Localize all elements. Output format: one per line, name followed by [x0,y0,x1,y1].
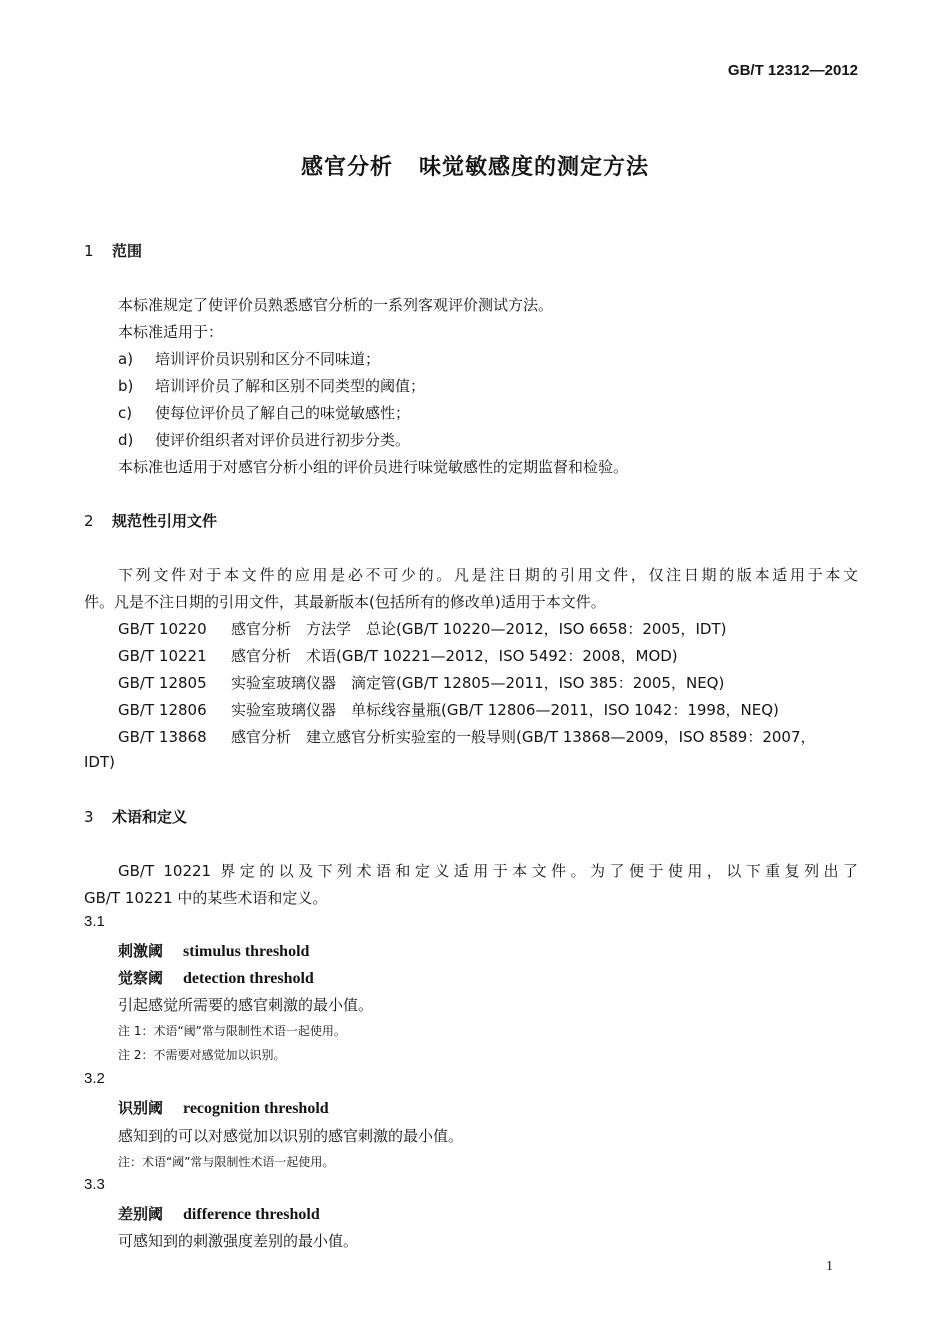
term-note: 注 1：术语“阈”常与限制性术语一起使用。 [118,1024,346,1038]
term-definition: 可感知到的刺激强度差别的最小值。 [118,1232,359,1250]
term-number: 3.3 [84,1176,105,1193]
section-3-heading: 3 术语和定义 [84,808,188,826]
title-part-1: 感官分析 [300,155,393,180]
reference-item: GB/T 13868 感官分析 建立感官分析实验室的一般导则(GB/T 13868—2009，ISO 8589：2007， [118,728,816,746]
term-definition: 引起感觉所需要的感官刺激的最小值。 [118,996,374,1014]
section-3-intro-line-2: GB/T 10221 中的某些术语和定义。 [84,889,328,907]
list-item-b: b) 培训评价员了解和区别不同类型的阈值； [118,377,426,395]
title-part-2: 味觉敏感度的测定方法 [419,155,650,180]
page-number: 1 [826,1259,833,1274]
reference-item: GB/T 12806 实验室玻璃仪器 单标线容量瓶(GB/T 12806—2011，ISO 1042：1998，NEQ) [118,701,779,719]
term-heading: 差别阈 difference threshold [118,1205,320,1223]
term-number: 3.1 [84,913,105,930]
document-title [0,150,950,181]
list-item-c: c) 使每位评价员了解自己的味觉敏感性； [118,404,411,422]
reference-item: GB/T 12805 实验室玻璃仪器 滴定管(GB/T 12805—2011，ISO 385：2005，NEQ) [118,674,725,692]
term-definition: 感知到的可以对感觉加以识别的感官刺激的最小值。 [118,1127,464,1145]
section-3-intro-line-1: GB/T 10221 界定的以及下列术语和定义适用于本文件。为了便于使用，以下重复列出了 [118,862,858,880]
term-heading: 识别阈 recognition threshold [118,1099,329,1117]
term-note: 注：术语“阈”常与限制性术语一起使用。 [118,1155,335,1169]
reference-item: GB/T 10221 感官分析 术语(GB/T 10221—2012，ISO 5492：2008，MOD) [118,647,678,665]
section-2-heading: 2 规范性引用文件 [84,512,218,530]
term-number: 3.2 [84,1070,105,1087]
section-1-intro-1: 本标准规定了使评价员熟悉感官分析的一系列客观评价测试方法。 [118,296,554,314]
term-heading-alt: 觉察阈 detection threshold [118,969,314,987]
standard-number: GB/T 12312—2012 [727,62,858,79]
section-2-intro-line-1: 下列文件对于本文件的应用是必不可少的。凡是注日期的引用文件，仅注日期的版本适用于本文 [118,566,858,584]
reference-item-continuation: IDT) [84,753,115,771]
section-1-intro-2: 本标准适用于： [118,323,224,341]
list-item-a: a) 培训评价员识别和区分不同味道； [118,350,381,368]
list-item-d: d) 使评价组织者对评价员进行初步分类。 [118,431,411,449]
term-heading: 刺激阈 stimulus threshold [118,942,310,960]
term-note: 注 2：不需要对感觉加以识别。 [118,1048,286,1062]
reference-item: GB/T 10220 感官分析 方法学 总论(GB/T 10220—2012，ISO 6658：2005，IDT) [118,620,727,638]
section-1-closing: 本标准也适用于对感官分析小组的评价员进行味觉敏感性的定期监督和检验。 [118,458,629,476]
section-2-intro-line-2: 件。凡是不注日期的引用文件，其最新版本(包括所有的修改单)适用于本文件。 [84,593,606,611]
section-1-heading: 1 范围 [84,242,143,260]
